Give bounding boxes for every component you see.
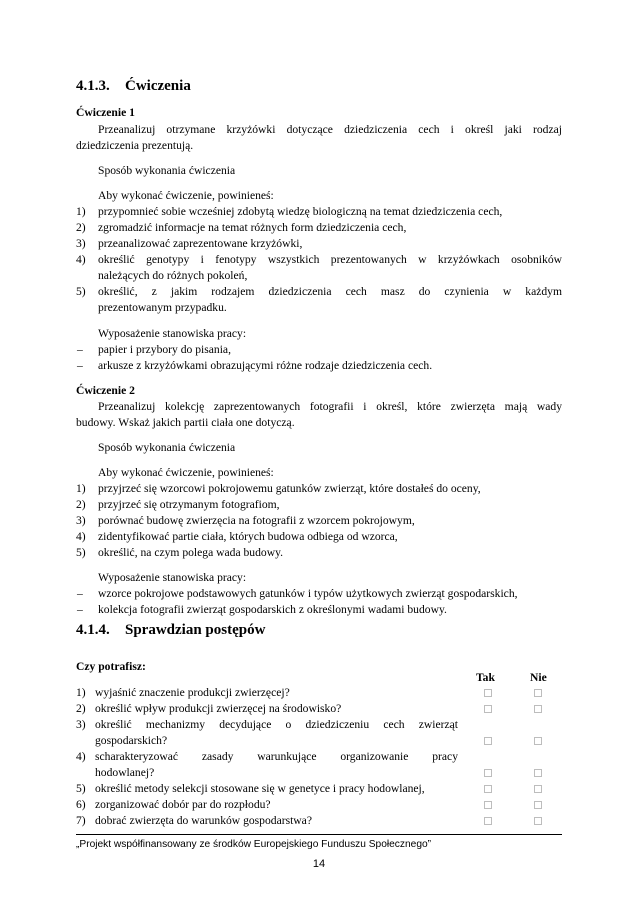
exercise-2-step-3: porównać budowę zwierzęcia na fotografii z wzorcem pokrojowym, <box>98 514 415 527</box>
exercise-2-title: Ćwiczenie 2 <box>76 384 135 397</box>
section-heading-4-1-4 <box>76 622 265 639</box>
footer-divider <box>76 834 562 835</box>
checkbox-yes[interactable] <box>484 769 492 777</box>
column-header-no: Nie <box>530 671 547 684</box>
exercise-2-step-4: zidentyfikować partie ciała, których budowa odbiega od wzorca, <box>98 530 398 543</box>
exercise-2-equipment-heading: Wyposażenie stanowiska pracy: <box>98 571 247 584</box>
checkbox-yes[interactable] <box>484 689 492 697</box>
footer-text: „Projekt współfinansowany ze środków Europejskiego Funduszu Społecznego” <box>76 839 432 850</box>
exercise-2-step-5: określić, na czym polega wada budowy. <box>98 546 284 559</box>
list-number: 4) <box>76 750 86 763</box>
list-number: 5) <box>76 546 86 559</box>
exercise-2-intro-line-1: Przeanalizuj kolekcję zaprezentowanych fotografii i określ, które zwierzęta mają wady <box>98 400 562 413</box>
checklist-item-5: określić metody selekcji stosowane się w genetyce i pracy hodowlanej, <box>95 782 425 795</box>
exercise-2-intro-line-2: budowy. Wskaż jakich partii ciała one dotyczą. <box>76 416 295 429</box>
checkbox-yes[interactable] <box>484 817 492 825</box>
list-number: 1) <box>76 482 86 495</box>
checklist-item-6: zorganizować dobór par do rozpłodu? <box>95 798 271 811</box>
checklist-item-7: dobrać zwierzęta do warunków gospodarstwa? <box>95 814 312 827</box>
exercise-2-equipment-1: wzorce pokrojowe podstawowych gatunków i typów użytkowych zwierząt gospodarskich, <box>98 587 518 600</box>
list-number: 7) <box>76 814 86 827</box>
exercise-1-should-line: Aby wykonać ćwiczenie, powinieneś: <box>98 189 274 202</box>
checkbox-yes[interactable] <box>484 705 492 713</box>
section-number: 4.1.3. <box>76 78 110 94</box>
list-number: 4) <box>76 253 86 266</box>
checklist-item-4-line-1: scharakteryzować zasady warunkujące organizowanie pracy <box>95 750 458 763</box>
exercise-1-equipment-1: papier i przybory do pisania, <box>98 343 231 356</box>
exercise-2-equipment-2: kolekcja fotografii zwierząt gospodarskich z określonymi wadami budowy. <box>98 603 447 616</box>
checklist-item-1: wyjaśnić znaczenie produkcji zwierzęcej? <box>95 686 290 699</box>
list-number: 6) <box>76 798 86 811</box>
list-number: 3) <box>76 718 86 731</box>
checkbox-no[interactable] <box>534 705 542 713</box>
list-number: 1) <box>76 686 86 699</box>
checklist-item-4-line-2: hodowlanej? <box>95 766 155 779</box>
list-number: 5) <box>76 285 86 298</box>
dash-bullet: – <box>77 343 83 356</box>
exercise-1-equipment-2: arkusze z krzyżówkami obrazującymi różne rodzaje dziedziczenia cech. <box>98 359 433 372</box>
checkbox-no[interactable] <box>534 817 542 825</box>
checkbox-no[interactable] <box>534 801 542 809</box>
exercise-2-step-1: przyjrzeć się wzorcowi pokrojowemu gatunków zwierząt, które dostałeś do oceny, <box>98 482 481 495</box>
exercise-1-equipment-heading: Wyposażenie stanowiska pracy: <box>98 327 247 340</box>
dash-bullet: – <box>77 587 83 600</box>
exercise-1-step-5-line-2: prezentowanym przypadku. <box>98 301 227 314</box>
exercise-1-title: Ćwiczenie 1 <box>76 106 135 119</box>
list-number: 3) <box>76 514 86 527</box>
list-number: 1) <box>76 205 86 218</box>
dash-bullet: – <box>77 603 83 616</box>
exercise-2-method-heading: Sposób wykonania ćwiczenia <box>98 441 236 454</box>
section-title: Sprawdzian postępów <box>125 622 266 638</box>
exercise-1-step-4-line-1: określić genotypy i fenotypy wszystkich prezentowanych w krzyżówkach osobników <box>98 253 562 266</box>
column-header-yes: Tak <box>476 671 495 684</box>
checkbox-no[interactable] <box>534 737 542 745</box>
section-title: Ćwiczenia <box>125 78 191 94</box>
section-heading-4-1-3 <box>76 78 191 95</box>
exercise-1-step-1: przypomnieć sobie wcześniej zdobytą wiedzę biologiczną na temat dziedziczenia cech, <box>98 205 503 218</box>
exercise-2-should-line: Aby wykonać ćwiczenie, powinieneś: <box>98 466 274 479</box>
list-number: 2) <box>76 221 86 234</box>
checklist-item-3-line-1: określić mechanizmy decydujące o dziedziczeniu cech zwierząt <box>95 718 458 731</box>
dash-bullet: – <box>77 359 83 372</box>
list-number: 2) <box>76 702 86 715</box>
checkbox-yes[interactable] <box>484 801 492 809</box>
exercise-1-step-5-line-1: określić, z jakim rodzajem dziedziczenia cech masz do czynienia w każdym <box>98 285 562 298</box>
list-number: 4) <box>76 530 86 543</box>
checkbox-yes[interactable] <box>484 785 492 793</box>
exercise-2-step-2: przyjrzeć się otrzymanym fotografiom, <box>98 498 280 511</box>
checkbox-no[interactable] <box>534 689 542 697</box>
exercise-1-method-heading: Sposób wykonania ćwiczenia <box>98 164 236 177</box>
exercise-1-step-4-line-2: należących do różnych pokoleń, <box>98 269 248 282</box>
exercise-1-step-3: przeanalizować zaprezentowane krzyżówki, <box>98 237 303 250</box>
list-number: 3) <box>76 237 86 250</box>
checkbox-yes[interactable] <box>484 737 492 745</box>
checklist-question: Czy potrafisz: <box>76 660 146 673</box>
checkbox-no[interactable] <box>534 769 542 777</box>
exercise-1-intro-line-1: Przeanalizuj otrzymane krzyżówki dotyczące dziedziczenia cech i określ jaki rodzaj <box>98 123 562 136</box>
list-number: 2) <box>76 498 86 511</box>
checklist-item-3-line-2: gospodarskich? <box>95 734 168 747</box>
exercise-1-step-2: zgromadzić informacje na temat różnych form dziedziczenia cech, <box>98 221 407 234</box>
checkbox-no[interactable] <box>534 785 542 793</box>
page-number: 14 <box>312 858 326 870</box>
exercise-1-intro-line-2: dziedziczenia prezentują. <box>76 139 194 152</box>
list-number: 5) <box>76 782 86 795</box>
checklist-item-2: określić wpływ produkcji zwierzęcej na środowisko? <box>95 702 342 715</box>
section-number: 4.1.4. <box>76 622 110 638</box>
